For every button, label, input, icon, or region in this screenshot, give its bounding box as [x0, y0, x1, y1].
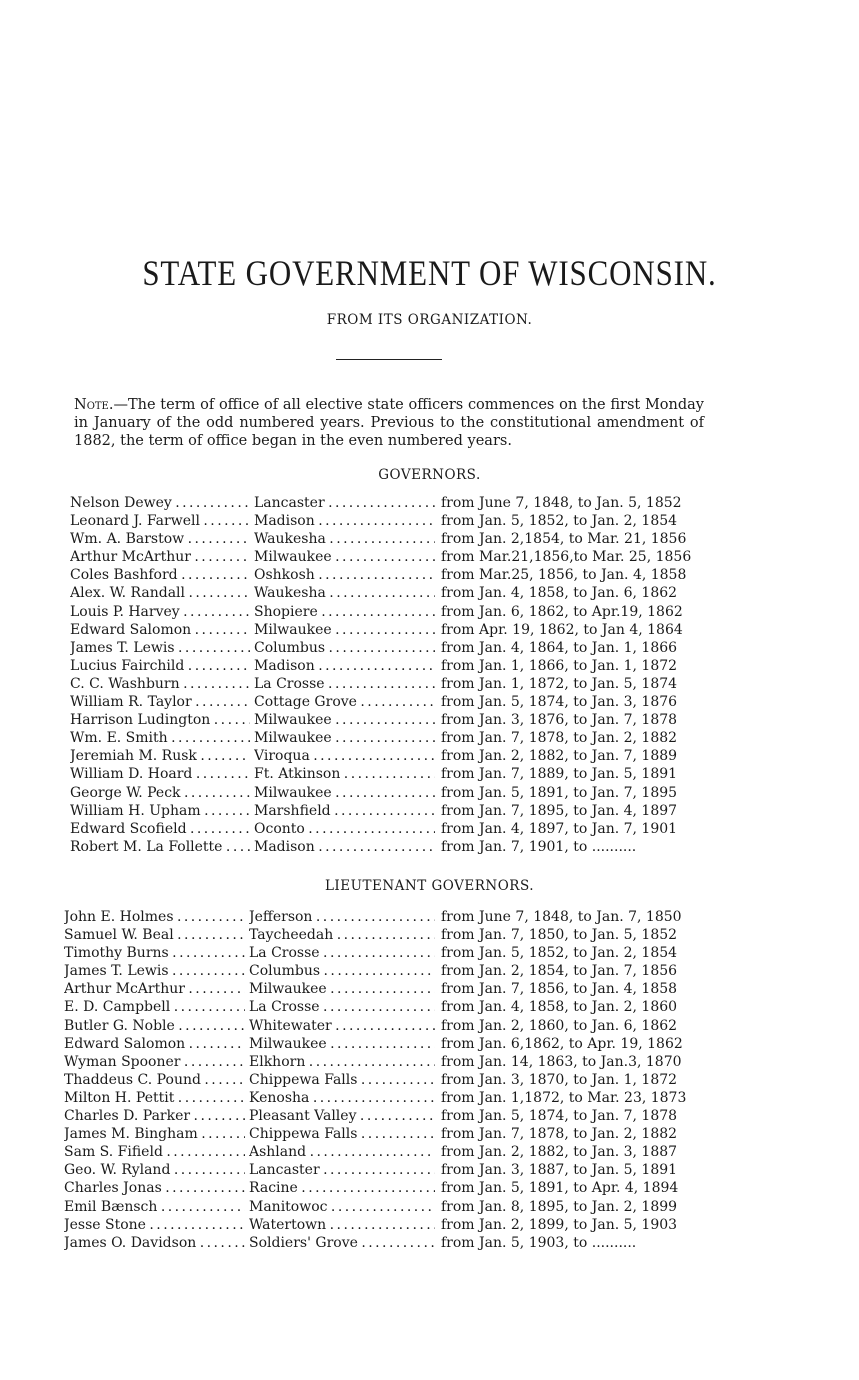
roster-row: [0, 1235, 859, 1253]
officer-term: from Jan. 4, 1864, to Jan. 1, 1866: [441, 639, 678, 656]
governors-heading: GOVERNORS.: [378, 467, 481, 483]
officer-term: from Jan. 3, 1887, to Jan. 5, 1891: [441, 1162, 678, 1179]
officer-residence: Kenosha . . .: [249, 1090, 435, 1106]
officer-name: Emil Bænsch . . .: [64, 1199, 245, 1215]
officer-name: C. C. Washburn . . .: [70, 676, 250, 692]
roster-row: [0, 1162, 859, 1180]
roster-row: [0, 604, 859, 622]
officer-residence: Pleasant Valley . . .: [249, 1108, 435, 1124]
officer-term: from Jan. 2, 1882, to Jan. 3, 1887: [441, 1144, 678, 1161]
officer-term: from Jan. 5, 1903, to ..........: [441, 1234, 637, 1251]
officer-term: from Jan. 2,1854, to Mar. 21, 1856: [441, 531, 687, 548]
officer-name: Coles Bashford . . .: [70, 567, 250, 583]
officer-residence: Milwaukee . . .: [254, 712, 435, 728]
officer-term: from Jan. 7, 1901, to ..........: [441, 838, 637, 855]
officer-term: from Jan. 5, 1891, to Jan. 7, 1895: [441, 784, 678, 801]
officer-residence: Watertown . . .: [249, 1217, 435, 1233]
officer-residence: Viroqua . . .: [254, 748, 435, 764]
officer-term: from Jan. 5, 1852, to Jan. 2, 1854: [441, 945, 678, 962]
officer-name: Timothy Burns . . .: [64, 945, 245, 961]
roster-row: [0, 963, 859, 981]
officer-residence: Milwaukee . . .: [249, 981, 435, 997]
roster-row: [0, 549, 859, 567]
officer-name: Leonard J. Farwell . . .: [70, 513, 250, 529]
officer-name: Samuel W. Beal . . .: [64, 927, 245, 943]
note-paragraph: [74, 396, 704, 450]
roster-row: [0, 513, 859, 531]
officer-residence: Racine . . .: [249, 1180, 435, 1196]
officer-residence: Shopiere . . .: [254, 604, 435, 620]
roster-row: [0, 1217, 859, 1235]
officer-name: Charles D. Parker . . .: [64, 1108, 245, 1124]
roster-row: [0, 567, 859, 585]
roster-row: [0, 1199, 859, 1217]
roster-row: [0, 1126, 859, 1144]
roster-row: [0, 1108, 859, 1126]
officer-term: from Jan. 7, 1850, to Jan. 5, 1852: [441, 927, 678, 944]
officer-term: from Jan. 7, 1856, to Jan. 4, 1858: [441, 981, 678, 998]
officer-term: from June 7, 1848, to Jan. 5, 1852: [441, 495, 682, 511]
officer-name: James M. Bingham . . .: [64, 1126, 245, 1142]
officer-residence: La Crosse . . .: [254, 676, 435, 692]
officer-term: from Jan. 1,1872, to Mar. 23, 1873: [441, 1089, 687, 1106]
roster-row: [0, 531, 859, 549]
officer-term: from Jan. 2, 1899, to Jan. 5, 1903: [441, 1216, 678, 1233]
officer-name: George W. Peck . . .: [70, 785, 250, 801]
officer-name: William R. Taylor . . .: [70, 694, 250, 710]
roster-row: [0, 1054, 859, 1072]
officer-residence: Ashland . . .: [249, 1144, 435, 1160]
officer-name: Jesse Stone . . .: [64, 1217, 245, 1233]
officer-residence: Milwaukee . . .: [254, 622, 435, 638]
roster-row: [0, 748, 859, 766]
officer-name: Edward Scofield . . .: [70, 821, 250, 837]
roster-row: [0, 676, 859, 694]
officer-name: Thaddeus C. Pound . . .: [64, 1072, 245, 1088]
officer-term: from Jan. 3, 1870, to Jan. 1, 1872: [441, 1071, 678, 1088]
officer-name: William H. Upham . . .: [70, 803, 250, 819]
roster-row: [0, 999, 859, 1017]
lieutenant-governors-heading: LIEUTENANT GOVERNORS.: [324, 878, 535, 894]
officer-term: from Jan. 5, 1852, to Jan. 2, 1854: [441, 513, 678, 530]
officer-term: from Jan. 5, 1891, to Apr. 4, 1894: [441, 1180, 679, 1197]
officer-name: Jeremiah M. Rusk . . .: [70, 748, 250, 764]
officer-name: James O. Davidson . . .: [64, 1235, 245, 1251]
roster-row: [0, 1018, 859, 1036]
roster-row: [0, 585, 859, 603]
officer-residence: Ft. Atkinson . . .: [254, 766, 435, 782]
officer-residence: Milwaukee . . .: [254, 785, 435, 801]
officer-name: John E. Holmes . . .: [64, 909, 245, 925]
officer-residence: Milwaukee . . .: [249, 1036, 435, 1052]
officer-name: Nelson Dewey . . .: [70, 495, 250, 511]
officer-residence: Soldiers' Grove . . .: [249, 1235, 435, 1251]
officer-term: from Jan. 1, 1866, to Jan. 1, 1872: [441, 657, 678, 674]
officer-residence: La Crosse . . .: [249, 999, 435, 1015]
officer-name: Louis P. Harvey . . .: [70, 604, 250, 620]
roster-row: [0, 730, 859, 748]
officer-residence: Lancaster . . .: [254, 495, 435, 511]
page-subtitle: FROM ITS ORGANIZATION.: [326, 312, 533, 328]
roster-row: [0, 927, 859, 945]
officer-term: from Jan. 7, 1878, to Jan. 2, 1882: [441, 1126, 678, 1143]
officer-residence: La Crosse . . .: [249, 945, 435, 961]
officer-name: Milton H. Pettit . . .: [64, 1090, 245, 1106]
roster-row: [0, 640, 859, 658]
roster-row: [0, 766, 859, 784]
officer-name: Wm. E. Smith . . .: [70, 730, 250, 746]
officer-name: Arthur McArthur . . .: [64, 981, 245, 997]
officer-term: from Jan. 5, 1874, to Jan. 3, 1876: [441, 694, 678, 711]
officer-residence: Chippewa Falls . . .: [249, 1126, 435, 1142]
officer-term: from Jan. 4, 1858, to Jan. 2, 1860: [441, 999, 678, 1016]
note-text: —The term of office of all elective state officers commences on the first Monday in January of the odd numbered years. Previous to the constitutional amendment of 1882, the term of office began in the even numbered years.: [74, 397, 704, 449]
officer-name: William D. Hoard . . .: [70, 766, 250, 782]
officer-name: Sam S. Fifield . . .: [64, 1144, 245, 1160]
officer-term: from Jan. 6, 1862, to Apr.19, 1862: [441, 603, 683, 620]
officer-term: from Jan. 8, 1895, to Jan. 2, 1899: [441, 1198, 678, 1215]
officer-name: Charles Jonas . . .: [64, 1180, 245, 1196]
officer-term: from Jan. 3, 1876, to Jan. 7, 1878: [441, 712, 678, 729]
page-title: STATE GOVERNMENT OF WISCONSIN.: [142, 253, 717, 293]
officer-residence: Milwaukee . . .: [254, 549, 435, 565]
officer-residence: Lancaster . . .: [249, 1162, 435, 1178]
officer-residence: Whitewater . . .: [249, 1018, 435, 1034]
officer-residence: Oshkosh . . .: [254, 567, 435, 583]
officer-residence: Madison . . .: [254, 658, 435, 674]
officer-name: Butler G. Noble . . .: [64, 1018, 245, 1034]
officer-term: from Jan. 7, 1895, to Jan. 4, 1897: [441, 802, 678, 819]
officer-term: from Jan. 14, 1863, to Jan.3, 1870: [441, 1053, 682, 1070]
officer-residence: Chippewa Falls . . .: [249, 1072, 435, 1088]
officer-term: from Jan. 1, 1872, to Jan. 5, 1874: [441, 675, 678, 692]
officer-name: Harrison Ludington . . .: [70, 712, 250, 728]
officer-term: from Jan. 2, 1860, to Jan. 6, 1862: [441, 1017, 678, 1034]
roster-row: [0, 658, 859, 676]
roster-row: [0, 803, 859, 821]
roster-row: [0, 1144, 859, 1162]
roster-row: [0, 1090, 859, 1108]
roster-row: [0, 821, 859, 839]
officer-name: Edward Salomon . . .: [64, 1036, 245, 1052]
officer-residence: Columbus . . .: [254, 640, 435, 656]
officer-term: from Jan. 2, 1882, to Jan. 7, 1889: [441, 748, 678, 765]
officer-name: E. D. Campbell . . .: [64, 999, 245, 1015]
officer-residence: Waukesha . . .: [254, 531, 435, 547]
officer-residence: Jefferson . . .: [249, 909, 435, 925]
officer-term: from Jan. 4, 1858, to Jan. 6, 1862: [441, 585, 678, 602]
officer-name: James T. Lewis . . .: [64, 963, 245, 979]
officer-term: from June 7, 1848, to Jan. 7, 1850: [441, 909, 682, 925]
officer-name: Alex. W. Randall . . .: [70, 585, 250, 601]
officer-term: from Mar.25, 1856, to Jan. 4, 1858: [441, 567, 687, 584]
officer-name: Geo. W. Ryland . . .: [64, 1162, 245, 1178]
officer-name: James T. Lewis . . .: [70, 640, 250, 656]
officer-residence: Madison . . .: [254, 513, 435, 529]
officer-residence: Taycheedah . . .: [249, 927, 435, 943]
roster-row: [0, 694, 859, 712]
title-divider: [336, 359, 442, 360]
officer-name: Edward Salomon . . .: [70, 622, 250, 638]
roster-row: [0, 495, 859, 513]
officer-term: from Jan. 7, 1878, to Jan. 2, 1882: [441, 730, 678, 747]
roster-row: [0, 981, 859, 999]
roster-row: [0, 945, 859, 963]
officer-residence: Madison . . .: [254, 839, 435, 855]
roster-row: [0, 785, 859, 803]
officer-residence: Elkhorn . . .: [249, 1054, 435, 1070]
roster-row: [0, 1180, 859, 1198]
officer-name: Lucius Fairchild . . .: [70, 658, 250, 674]
officer-term: from Jan. 6,1862, to Apr. 19, 1862: [441, 1035, 683, 1052]
officer-residence: Marshfield . . .: [254, 803, 435, 819]
governors-list: [0, 495, 859, 857]
officer-residence: Cottage Grove . . .: [254, 694, 435, 710]
officer-term: from Jan. 7, 1889, to Jan. 5, 1891: [441, 766, 678, 783]
officer-term: from Jan. 2, 1854, to Jan. 7, 1856: [441, 963, 678, 980]
officer-name: Robert M. La Follette . . .: [70, 839, 250, 855]
roster-row: [0, 712, 859, 730]
officer-term: from Apr. 19, 1862, to Jan 4, 1864: [441, 621, 683, 638]
officer-term: from Mar.21,1856,to Mar. 25, 1856: [441, 549, 692, 566]
officer-residence: Milwaukee . . .: [254, 730, 435, 746]
officer-term: from Jan. 4, 1897, to Jan. 7, 1901: [441, 820, 678, 837]
officer-name: Wyman Spooner . . .: [64, 1054, 245, 1070]
officer-term: from Jan. 5, 1874, to Jan. 7, 1878: [441, 1108, 678, 1125]
note-label: Note.: [74, 397, 114, 413]
lieutenant-governors-list: [0, 909, 859, 1253]
officer-name: Arthur McArthur . . .: [70, 549, 250, 565]
officer-residence: Columbus . . .: [249, 963, 435, 979]
officer-residence: Waukesha . . .: [254, 585, 435, 601]
roster-row: [0, 839, 859, 857]
roster-row: [0, 622, 859, 640]
officer-residence: Manitowoc . . .: [249, 1199, 435, 1215]
roster-row: [0, 1036, 859, 1054]
roster-row: [0, 909, 859, 927]
officer-residence: Oconto . . .: [254, 821, 435, 837]
roster-row: [0, 1072, 859, 1090]
officer-name: Wm. A. Barstow . . .: [70, 531, 250, 547]
